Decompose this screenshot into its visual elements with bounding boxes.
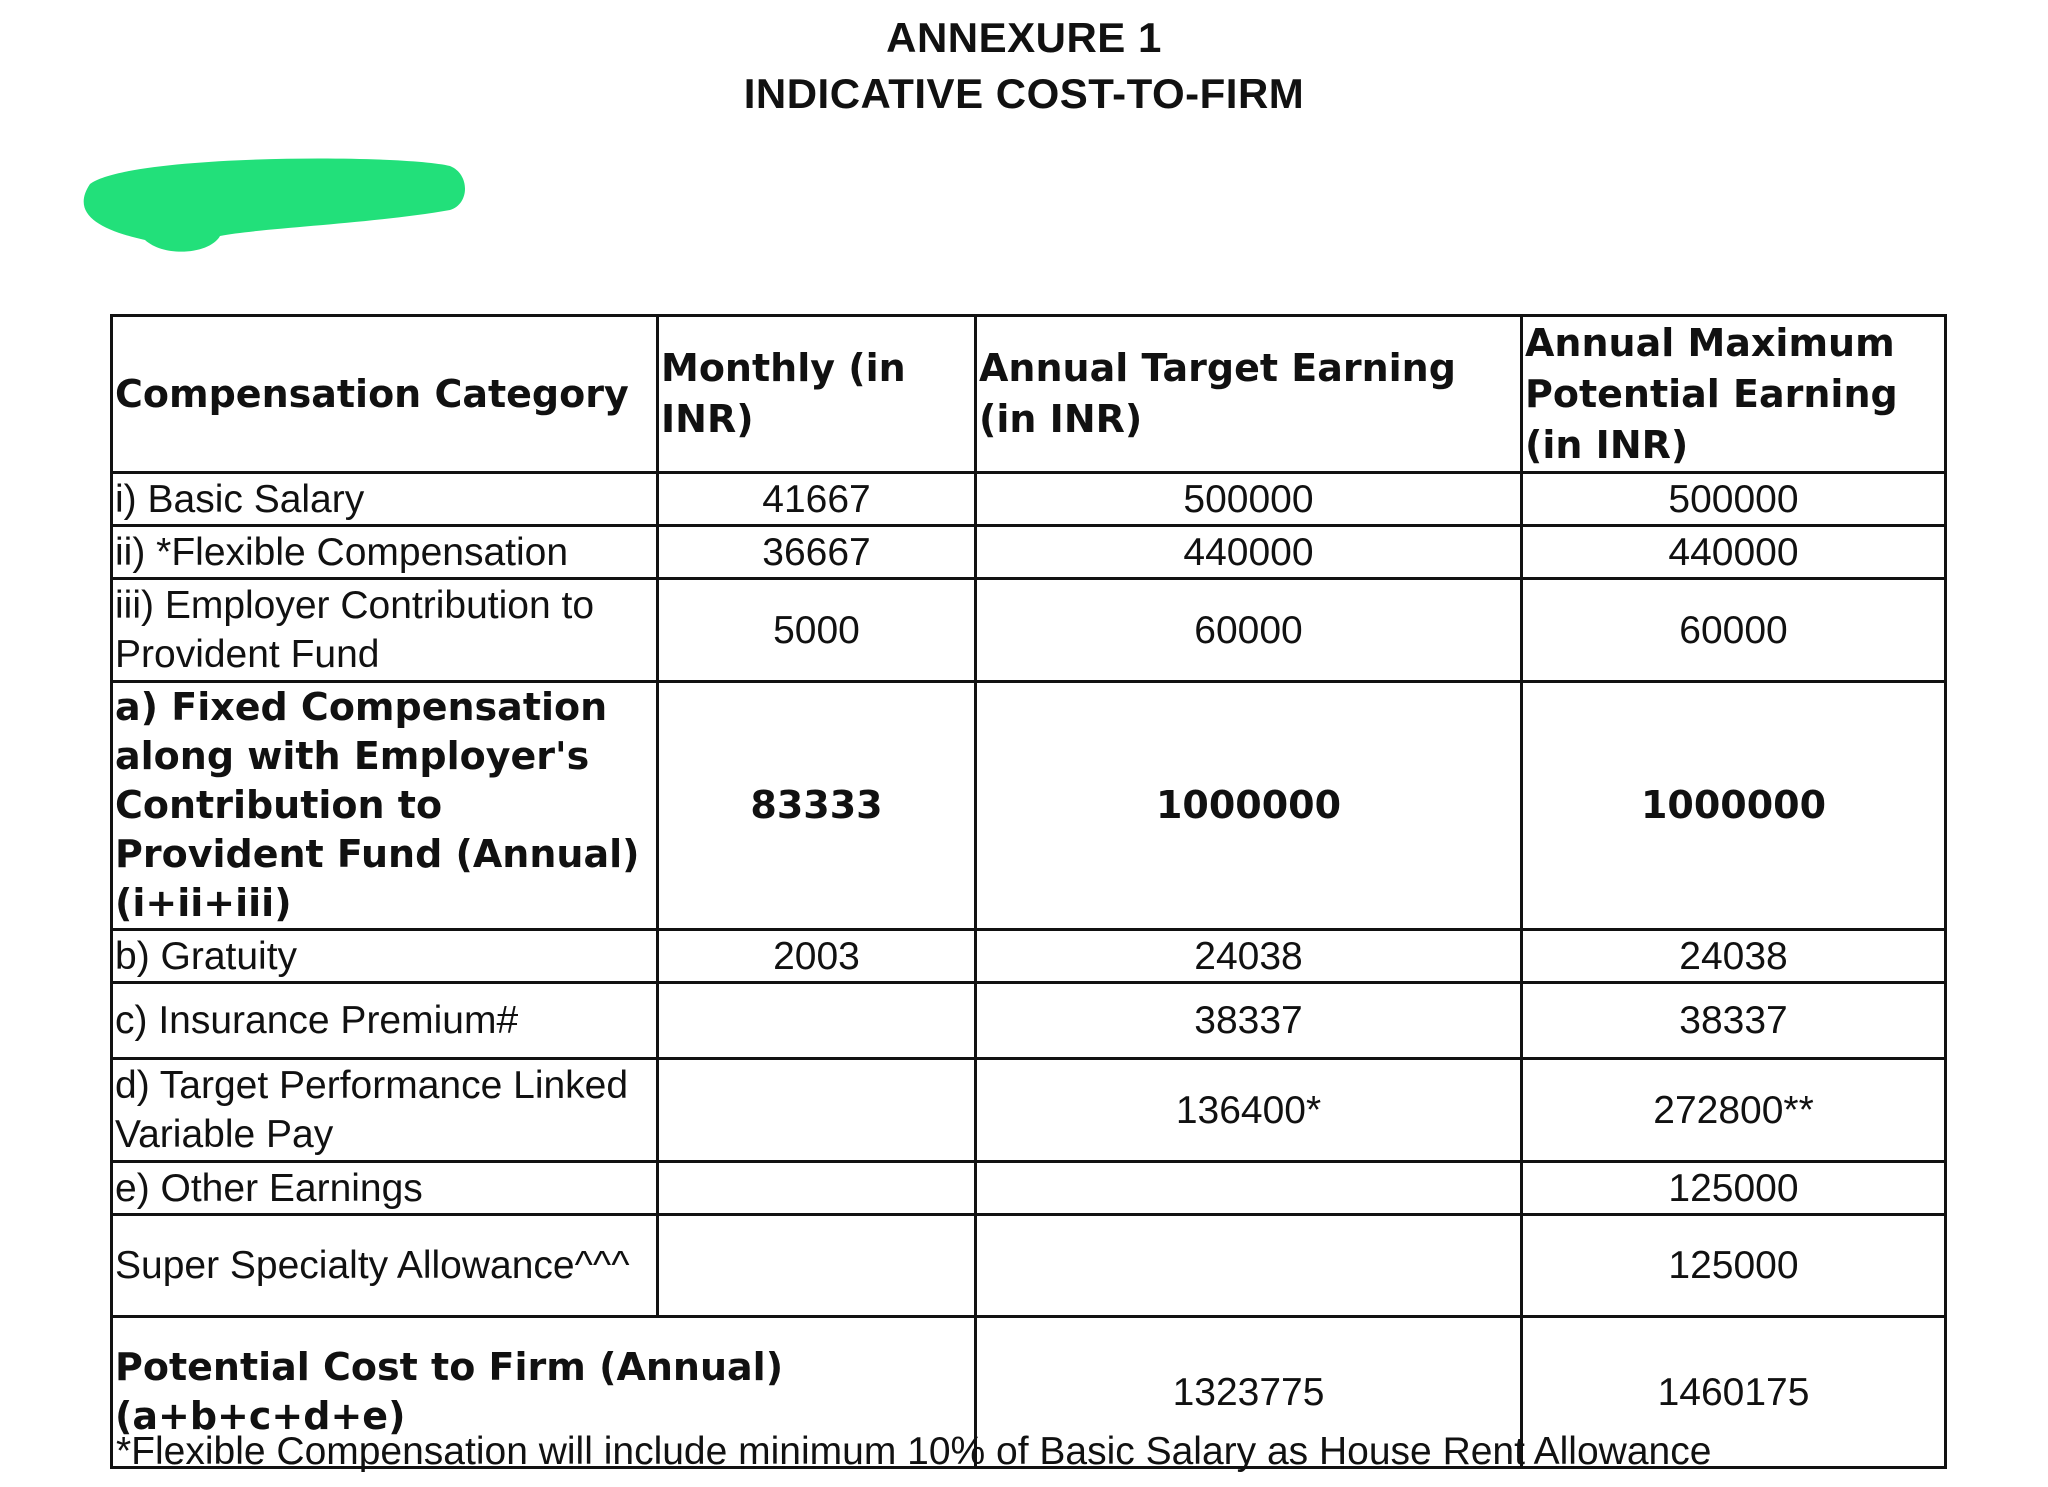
table-row (112, 1215, 1946, 1317)
annual-target-cell: 440000 (976, 526, 1522, 579)
table-row-subtotal (112, 682, 1946, 930)
table-row (112, 579, 1946, 682)
annual-target-cell: 24038 (976, 930, 1522, 983)
monthly-cell (658, 1162, 976, 1215)
row-label: d) Target Performance Linked Variable Pay (112, 1059, 658, 1162)
table-row (112, 1059, 1946, 1162)
table-header-row (112, 316, 1946, 473)
row-label: i) Basic Salary (112, 473, 658, 526)
annual-target-cell: 500000 (976, 473, 1522, 526)
annual-target-cell: 136400* (976, 1059, 1522, 1162)
monthly-cell (658, 1215, 976, 1317)
column-header: Annual Maximum Potential Earning (in INR) (1522, 316, 1946, 473)
annual-target-cell (976, 1162, 1522, 1215)
row-label: e) Other Earnings (112, 1162, 658, 1215)
monthly-cell: 5000 (658, 579, 976, 682)
annual-max-cell: 125000 (1522, 1215, 1946, 1317)
annual-target-cell: 38337 (976, 983, 1522, 1059)
table-row (112, 526, 1946, 579)
row-label: a) Fixed Compensation along with Employer's Contribution to Provident Fund (Annual) (i+ii+iii) (112, 682, 658, 930)
monthly-cell: 36667 (658, 526, 976, 579)
total-label: Potential Cost to Firm (Annual) (a+b+c+d+e) (112, 1317, 976, 1468)
row-label: iii) Employer Contribution to Provident Fund (112, 579, 658, 682)
row-label: Super Specialty Allowance^^^ (112, 1215, 658, 1317)
annual-max-cell: 500000 (1522, 473, 1946, 526)
annual-max-cell: 38337 (1522, 983, 1946, 1059)
monthly-cell (658, 983, 976, 1059)
annual-max-cell: 1000000 (1522, 682, 1946, 930)
document-title: INDICATIVE COST-TO-FIRM (743, 70, 1305, 117)
cost-to-firm-table (110, 314, 1947, 1469)
annual-max-cell: 440000 (1522, 526, 1946, 579)
footnote: *Flexible Compensation will include minimum 10% of Basic Salary as House Rent Allowance (116, 1430, 1712, 1473)
row-label: ii) *Flexible Compensation (112, 526, 658, 579)
annual-max-cell: 272800** (1522, 1059, 1946, 1162)
annexure-title: ANNEXURE 1 (886, 14, 1162, 61)
annual-max-cell: 125000 (1522, 1162, 1946, 1215)
redaction-mark (70, 144, 470, 264)
table-row (112, 473, 1946, 526)
table-row (112, 983, 1946, 1059)
table-row (112, 1162, 1946, 1215)
column-header: Monthly (in INR) (658, 316, 976, 473)
annual-max-cell: 24038 (1522, 930, 1946, 983)
annual-target-cell: 60000 (976, 579, 1522, 682)
annual-target-cell: 1000000 (976, 682, 1522, 930)
monthly-cell: 83333 (658, 682, 976, 930)
row-label: b) Gratuity (112, 930, 658, 983)
total-annual-target-cell: 1323775 (976, 1317, 1522, 1468)
row-label: c) Insurance Premium# (112, 983, 658, 1059)
monthly-cell: 2003 (658, 930, 976, 983)
table-row (112, 930, 1946, 983)
monthly-cell (658, 1059, 976, 1162)
monthly-cell: 41667 (658, 473, 976, 526)
column-header: Annual Target Earning (in INR) (976, 316, 1522, 473)
total-annual-max-cell: 1460175 (1522, 1317, 1946, 1468)
annual-max-cell: 60000 (1522, 579, 1946, 682)
annual-target-cell (976, 1215, 1522, 1317)
column-header: Compensation Category (112, 316, 658, 473)
